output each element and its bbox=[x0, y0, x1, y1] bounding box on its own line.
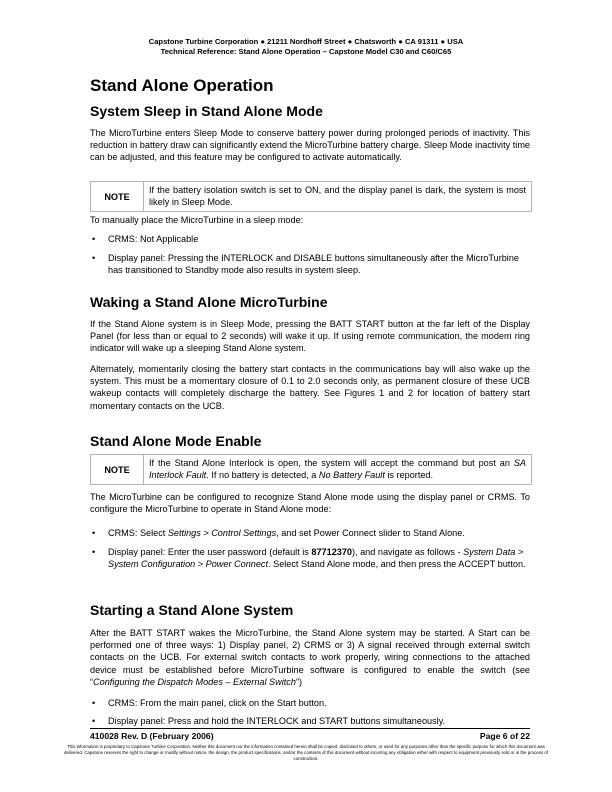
note-label: NOTE bbox=[91, 455, 144, 484]
note-box bbox=[90, 181, 532, 212]
header-reference-line: Technical Reference: Stand Alone Operation – Capstone Model C30 and C60/C65 bbox=[160, 47, 452, 56]
footer-rule bbox=[90, 728, 530, 729]
paragraph: The MicroTurbine enters Sleep Mode to conserve battery power during prolonged periods of inactivity. This reduction in battery draw can significantly extend the MicroTurbine battery charge. Sleep Mode inactivity time can be adjusted, and this feature may be configured to activate automatically. bbox=[90, 128, 530, 163]
list-item-text: Display panel: Enter the user password (default is 87712370), and navigate as follows - System Data > System Configuration > Power Connect. Select Stand Alone mode, and then press the ACCEPT button. bbox=[108, 547, 526, 570]
bullet-icon: • bbox=[92, 528, 96, 538]
bullet-icon: • bbox=[92, 698, 96, 708]
section-heading-starting: Starting a Stand Alone System bbox=[90, 602, 294, 618]
section-heading-enable: Stand Alone Mode Enable bbox=[90, 433, 262, 449]
page-number: Page 6 of 22 bbox=[479, 731, 530, 741]
list-item-text: CRMS: Not Applicable bbox=[108, 234, 199, 244]
default-password: 87712370 bbox=[311, 547, 352, 557]
bullet-icon: • bbox=[92, 716, 96, 726]
paragraph: After the BATT START wakes the MicroTurbine, the Stand Alone system may be started. A Start can be performed one of three ways: 1) Display panel, 2) CRMS or 3) A signal received through external switch contacts on the UCB. For external switch contacts to work properly, wiring connections to the attached device must be established before MicroTurbine software is configured to enable the switch (see “Configuring the Dispatch Modes – External Switch”) bbox=[90, 628, 530, 687]
note-text: If the Stand Alone Interlock is open, the system will accept the command but post an SA Interlock Fault. If no battery is detected, a No Battery Fault is reported. bbox=[149, 458, 526, 481]
list-item-text: Display panel: Press and hold the INTERLOCK and START buttons simultaneously. bbox=[108, 716, 446, 726]
paragraph: If the Stand Alone system is in Sleep Mode, pressing the BATT START button at the far left of the Display Panel (for less than or equal to 2 seconds) will wake it up. If using remote communication, the modem ring indicator will wake up a sleeping Stand Alone system. bbox=[90, 319, 530, 354]
fault-name: SA Interlock Fault bbox=[149, 458, 526, 481]
header-company-line: Capstone Turbine Corporation ● 21211 Nordhoff Street ● Chatsworth ● CA 91311 ● USA bbox=[148, 37, 464, 46]
list-item bbox=[90, 546, 530, 570]
list-item bbox=[90, 715, 530, 727]
paragraph: To manually place the MicroTurbine in a sleep mode: bbox=[90, 215, 304, 225]
note-label: NOTE bbox=[91, 182, 144, 211]
page-title: Stand Alone Operation bbox=[90, 76, 274, 95]
list-item-text: CRMS: Select Settings > Control Settings, and set Power Connect slider to Stand Alone. bbox=[108, 528, 465, 538]
list-item-text: Display panel: Pressing the INTERLOCK and DISABLE buttons simultaneously after the MicroTurbine has transitioned to Standby mode also results in system sleep. bbox=[108, 253, 519, 276]
note-box bbox=[90, 454, 532, 485]
cross-reference: Configuring the Dispatch Modes – External Switch bbox=[93, 676, 296, 687]
legal-notice: This information is proprietary to Capstone Turbine Corporation. Neither this document nor the information contained herein shall be copied, disclosed to others, or used for any purposes other than the specific purpose for which this document was delivered. Capstone reserves the right to change or modify without notice, the design, the product specifications, and/or the contents of this document without incurring any obligation either with respect to equipment previously sold or in the process of construction. bbox=[64, 744, 548, 761]
bullet-icon: • bbox=[92, 253, 96, 263]
list-item bbox=[90, 233, 530, 245]
section-heading-waking: Waking a Stand Alone MicroTurbine bbox=[90, 294, 328, 310]
note-text: If the battery isolation switch is set to ON, and the display panel is dark, the system is most likely in Sleep Mode. bbox=[149, 185, 526, 208]
fault-name: No Battery Fault bbox=[318, 470, 385, 481]
bullet-icon: • bbox=[92, 234, 96, 244]
list-item bbox=[90, 697, 530, 709]
list-item-text: CRMS: From the main panel, click on the Start button. bbox=[108, 698, 327, 708]
menu-path: Settings > Control Settings bbox=[167, 528, 277, 538]
list-item bbox=[90, 527, 530, 539]
bullet-icon: • bbox=[92, 547, 96, 557]
menu-path: System Data > System Configuration > Power Connect bbox=[108, 547, 524, 570]
document-id: 410028 Rev. D (February 2006) bbox=[90, 731, 214, 741]
list-item bbox=[90, 252, 530, 276]
paragraph: Alternately, momentarily closing the battery start contacts in the communications bay will also wake up the system. This must be a momentary closure of 0.1 to 2.0 seconds only, as permanent closure of these UCB wakeup contacts will completely discharge the battery. See Figures 1 and 2 for location of battery start momentary contacts on the UCB. bbox=[90, 364, 530, 411]
section-heading-sleep: System Sleep in Stand Alone Mode bbox=[90, 103, 323, 119]
paragraph: The MicroTurbine can be configured to recognize Stand Alone mode using the display panel or CRMS. To configure the MicroTurbine to operate in Stand Alone mode: bbox=[90, 492, 530, 515]
